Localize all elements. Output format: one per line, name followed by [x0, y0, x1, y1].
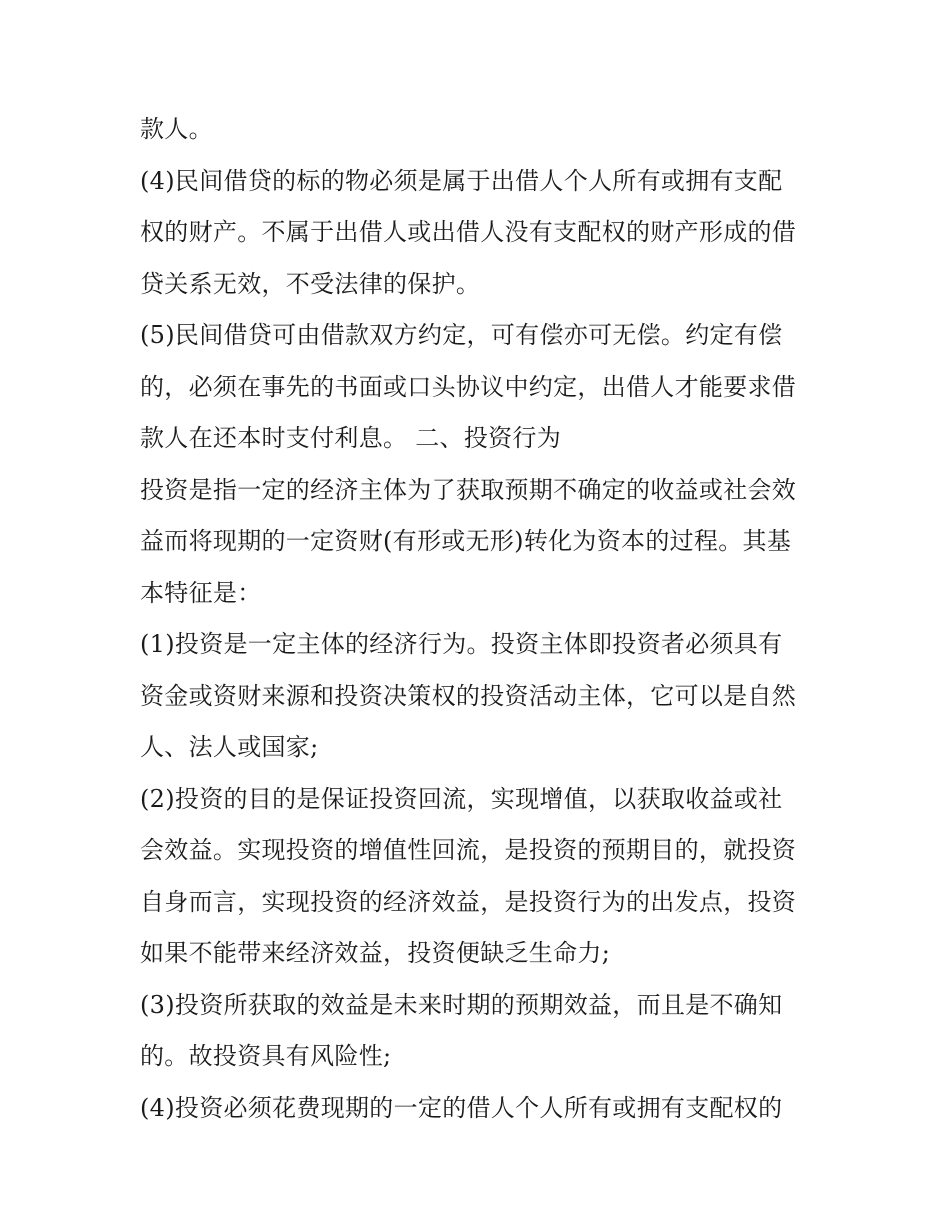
- text-line: (1)投资是一定主体的经济行为。投资主体即投资者必须具有: [140, 630, 783, 658]
- text-line: (2)投资的目的是保证投资回流，实现增值，以获取收益或社: [140, 784, 783, 813]
- text-line: 本特征是：: [140, 578, 262, 607]
- text-line: 贷关系无效，不受法律的保护。: [140, 269, 481, 298]
- text-line: (3)投资所获取的效益是未来时期的预期效益，而且是不确知: [140, 990, 783, 1019]
- text-line: 的。故投资具有风险性;: [140, 1042, 392, 1070]
- text-line: (4)民间借贷的标的物必须是属于出借人个人所有或拥有支配: [140, 166, 783, 195]
- text-line: 人、法人或国家;: [140, 733, 319, 761]
- text-line: 资金或资财来源和投资决策权的投资活动主体，它可以是自然: [140, 681, 797, 710]
- text-line: 款人在还本时支付利息。 二、投资行为: [140, 424, 562, 452]
- text-line: 的，必须在事先的书面或口头协议中约定，出借人才能要求借: [140, 372, 797, 401]
- text-line: 益而将现期的一定资财(有形或无形)转化为资本的过程。其基: [140, 527, 792, 555]
- text-line: (5)民间借贷可由借款双方约定，可有偿亦可无偿。约定有偿: [140, 321, 783, 349]
- text-line: 自身而言，实现投资的经济效益，是投资行为的出发点，投资: [140, 887, 797, 916]
- text-line: 权的财产。不属于出借人或出借人没有支配权的财产形成的借: [140, 218, 797, 246]
- document-page: [140, 104, 820, 1134]
- text-line: 款人。: [140, 115, 213, 143]
- text-line: 投资是指一定的经济主体为了获取预期不确定的收益或社会效: [140, 475, 797, 504]
- text-line: 会效益。实现投资的增值性回流，是投资的预期目的，就投资: [140, 836, 797, 864]
- text-line: 如果不能带来经济效益，投资便缺乏生命力;: [140, 939, 611, 967]
- text-line: (4)投资必须花费现期的一定的借人个人所有或拥有支配权的: [140, 1093, 783, 1122]
